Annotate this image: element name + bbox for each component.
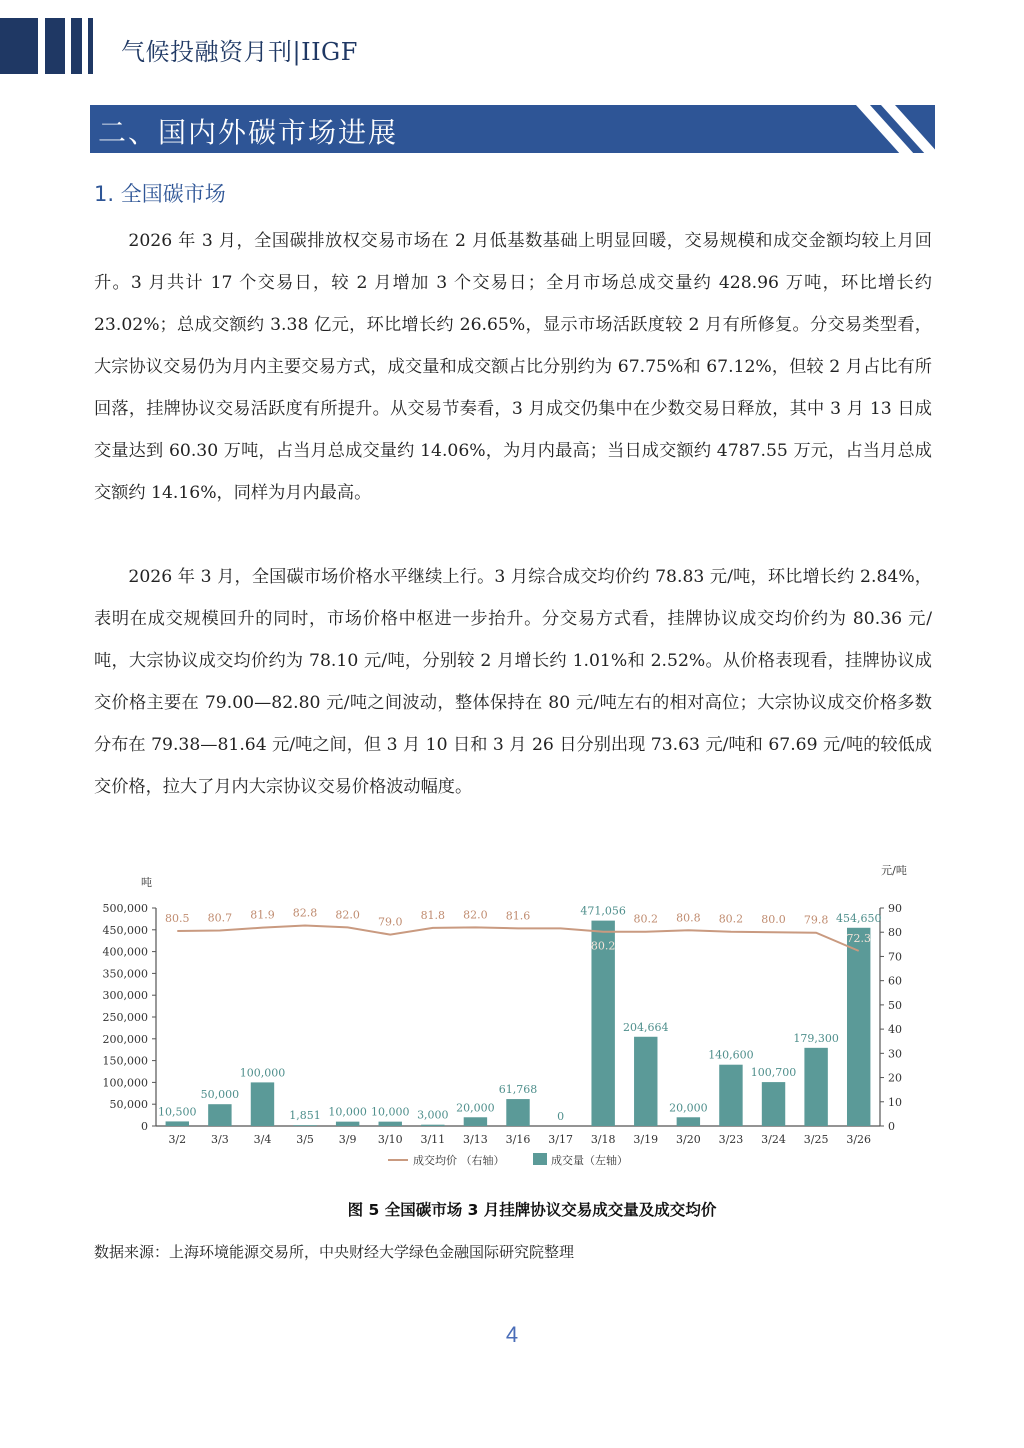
x-tick-label: 3/9 <box>338 1133 357 1146</box>
right-axis-tick-label: 10 <box>888 1095 902 1109</box>
volume-data-label: 179,300 <box>793 1031 839 1045</box>
x-tick-label: 3/11 <box>420 1133 446 1146</box>
left-axis-tick-label: 50,000 <box>109 1098 148 1112</box>
right-axis-tick-label: 20 <box>888 1071 902 1085</box>
price-data-label: 82.8 <box>292 906 318 920</box>
volume-data-label: 61,768 <box>498 1083 538 1097</box>
volume-data-label: 100,000 <box>239 1066 286 1080</box>
left-axis-tick-label: 150,000 <box>102 1054 148 1068</box>
right-axis-tick-label: 60 <box>888 974 902 988</box>
price-line <box>177 925 859 951</box>
left-axis-unit: 吨 <box>141 876 152 889</box>
data-source-note: 数据来源：上海环境能源交易所，中央财经大学绿色金融国际研究院整理 <box>94 1243 575 1261</box>
x-tick-label: 3/26 <box>846 1133 872 1146</box>
x-tick-label: 3/5 <box>296 1133 314 1146</box>
volume-data-label: 100,700 <box>750 1066 797 1080</box>
price-data-label: 80.2 <box>718 912 744 926</box>
price-data-label: 82.0 <box>335 908 360 922</box>
volume-price-chart <box>90 858 930 1186</box>
volume-data-label: 0 <box>557 1110 565 1123</box>
journal-title: 气候投融资月刊|IIGF <box>121 38 358 66</box>
price-series-line <box>177 925 858 950</box>
volume-bar <box>251 1082 274 1126</box>
right-axis <box>880 863 907 1133</box>
left-axis-tick-label: 400,000 <box>102 945 148 959</box>
volume-data-label: 50,000 <box>200 1088 240 1102</box>
volume-data-label: 20,000 <box>456 1101 495 1115</box>
volume-bar <box>379 1122 402 1126</box>
body-paragraph: 2026 年 3 月，全国碳排放权交易市场在 2 月低基数基础上明显回暖，交易规模和成交金额均较上月回升。3 月共计 17 个交易日，较 2 月增加 3 个交易日；全月市场总成交量约 428.96 万吨，环比增长约 23.02%；总成交额约 3.38 亿元，环比增长约 26.65%，显示市场活跃度较 2 月有所修复。分交易类型看，大宗协议交易仍为月内主要交易方式，成交量和成交额占比分别约为 67.75%和 67.12%，但较 2 月占比有所回落，挂牌协议交易活跃度有所提升。从交易节奏看，3 月成交仍集中在少数交易日释放，其中 3 月 13 日成交量达到 60.30 万吨，占当月总成交量约 14.06%，为月内最高；当日成交额约 4787.55 万元，占当月总成交额约 14.16%，同样为月内最高。 <box>94 231 932 503</box>
price-data-label: 80.5 <box>165 912 190 926</box>
right-axis-tick-label: 40 <box>888 1023 902 1037</box>
price-data-label: 80.0 <box>761 913 786 927</box>
volume-bar <box>336 1122 359 1126</box>
volume-bar <box>208 1104 231 1126</box>
volume-data-label: 3,000 <box>417 1108 449 1122</box>
price-data-label: 80.2 <box>590 939 616 953</box>
volume-data-label: 10,000 <box>370 1105 410 1119</box>
x-tick-label: 3/10 <box>377 1133 403 1146</box>
x-tick-label: 3/2 <box>168 1133 187 1146</box>
x-tick-label: 3/17 <box>548 1133 573 1146</box>
right-axis-unit: 元/吨 <box>881 864 907 877</box>
price-data-label: 72.3 <box>846 931 871 945</box>
legend-bar-swatch <box>533 1153 547 1165</box>
price-data-label: 80.8 <box>676 911 701 925</box>
right-axis-tick-label: 70 <box>888 950 902 964</box>
legend <box>388 1153 628 1167</box>
volume-data-label: 204,664 <box>623 1020 669 1034</box>
x-tick-label: 3/24 <box>761 1133 786 1146</box>
volume-bar <box>464 1117 487 1126</box>
price-data-label: 79.8 <box>803 913 829 927</box>
volume-bar <box>762 1082 785 1126</box>
price-data-label: 79.0 <box>377 915 403 929</box>
x-tick-label: 3/19 <box>633 1133 659 1146</box>
figure-caption: 图 5 全国碳市场 3 月挂牌协议交易成交量及成交均价 <box>347 1201 717 1219</box>
subsection-title: 1. 全国碳市场 <box>94 182 226 206</box>
page-number: 4 <box>505 1322 519 1347</box>
x-tick-label: 3/16 <box>505 1133 531 1146</box>
volume-data-label: 10,000 <box>328 1105 367 1119</box>
x-tick-label: 3/18 <box>590 1133 616 1146</box>
left-axis-tick-label: 100,000 <box>102 1076 148 1090</box>
volume-bar <box>166 1121 189 1126</box>
legend-line-label: 成交均价 （右轴） <box>413 1154 505 1167</box>
section-title: 二、国内外碳市场进展 <box>98 116 399 149</box>
x-axis-labels <box>168 1133 871 1146</box>
right-axis-tick-label: 30 <box>888 1047 902 1061</box>
left-axis-tick-label: 0 <box>141 1120 148 1133</box>
section-banner <box>90 105 935 153</box>
x-tick-label: 3/4 <box>253 1133 272 1146</box>
price-data-label: 81.9 <box>250 908 275 922</box>
left-axis-tick-label: 250,000 <box>102 1011 148 1024</box>
volume-bar <box>677 1117 700 1126</box>
volume-data-label: 10,500 <box>158 1105 197 1119</box>
right-axis-tick-label: 50 <box>888 998 902 1012</box>
volume-data-label: 140,600 <box>708 1048 754 1062</box>
x-tick-label: 3/13 <box>463 1133 488 1146</box>
volume-bar <box>847 928 870 1126</box>
volume-data-label: 1,851 <box>289 1109 321 1123</box>
volume-bar <box>719 1065 742 1126</box>
volume-bar <box>506 1099 529 1126</box>
price-data-label: 81.6 <box>505 909 531 923</box>
right-axis-tick-label: 90 <box>888 902 902 915</box>
x-tick-label: 3/20 <box>676 1133 701 1146</box>
left-axis-tick-label: 200,000 <box>102 1032 148 1046</box>
left-axis-tick-label: 500,000 <box>102 902 148 915</box>
left-axis-tick-label: 450,000 <box>102 923 148 937</box>
price-data-label: 80.2 <box>633 912 659 926</box>
price-data-label: 82.0 <box>463 908 488 922</box>
left-axis-tick-label: 350,000 <box>102 967 148 981</box>
left-axis-tick-label: 300,000 <box>102 989 148 1003</box>
price-data-label: 81.8 <box>420 908 446 922</box>
x-tick-label: 3/25 <box>803 1133 829 1146</box>
volume-bar <box>804 1048 827 1126</box>
legend-bar-label: 成交量（左轴） <box>551 1154 628 1167</box>
body-paragraph: 2026 年 3 月，全国碳市场价格水平继续上行。3 月综合成交均价约 78.83 元/吨，环比增长约 2.84%，表明在成交规模回升的同时，市场价格中枢进一步抬升。分交易方式看，挂牌协议成交均价约为 80.36 元/吨，大宗协议成交均价约为 78.10 元/吨，分别较 2 月增长约 1.01%和 2.52%。从价格表现看，挂牌协议成交价格主要在 79.00—82.80 元/吨之间波动，整体保持在 80 元/吨左右的相对高位；大宗协议成交价格多数分布在 79.38—81.64 元/吨之间，但 3 月 10 日和 3 月 26 日分别出现 73.63 元/吨和 67.69 元/吨的较低成交价格，拉大了月内大宗协议交易价格波动幅度。 <box>94 567 932 797</box>
volume-bar <box>293 1125 316 1126</box>
volume-data-label: 471,056 <box>580 904 626 918</box>
x-tick-label: 3/3 <box>211 1133 229 1146</box>
x-tick-label: 3/23 <box>718 1133 744 1146</box>
volume-data-label: 20,000 <box>669 1101 708 1115</box>
price-data-label: 80.7 <box>207 911 233 925</box>
volume-bar <box>421 1125 444 1126</box>
right-axis-tick-label: 0 <box>888 1120 895 1133</box>
volume-bar <box>634 1037 657 1126</box>
right-axis-tick-label: 80 <box>888 926 902 940</box>
volume-data-label: 454,650 <box>835 911 882 925</box>
